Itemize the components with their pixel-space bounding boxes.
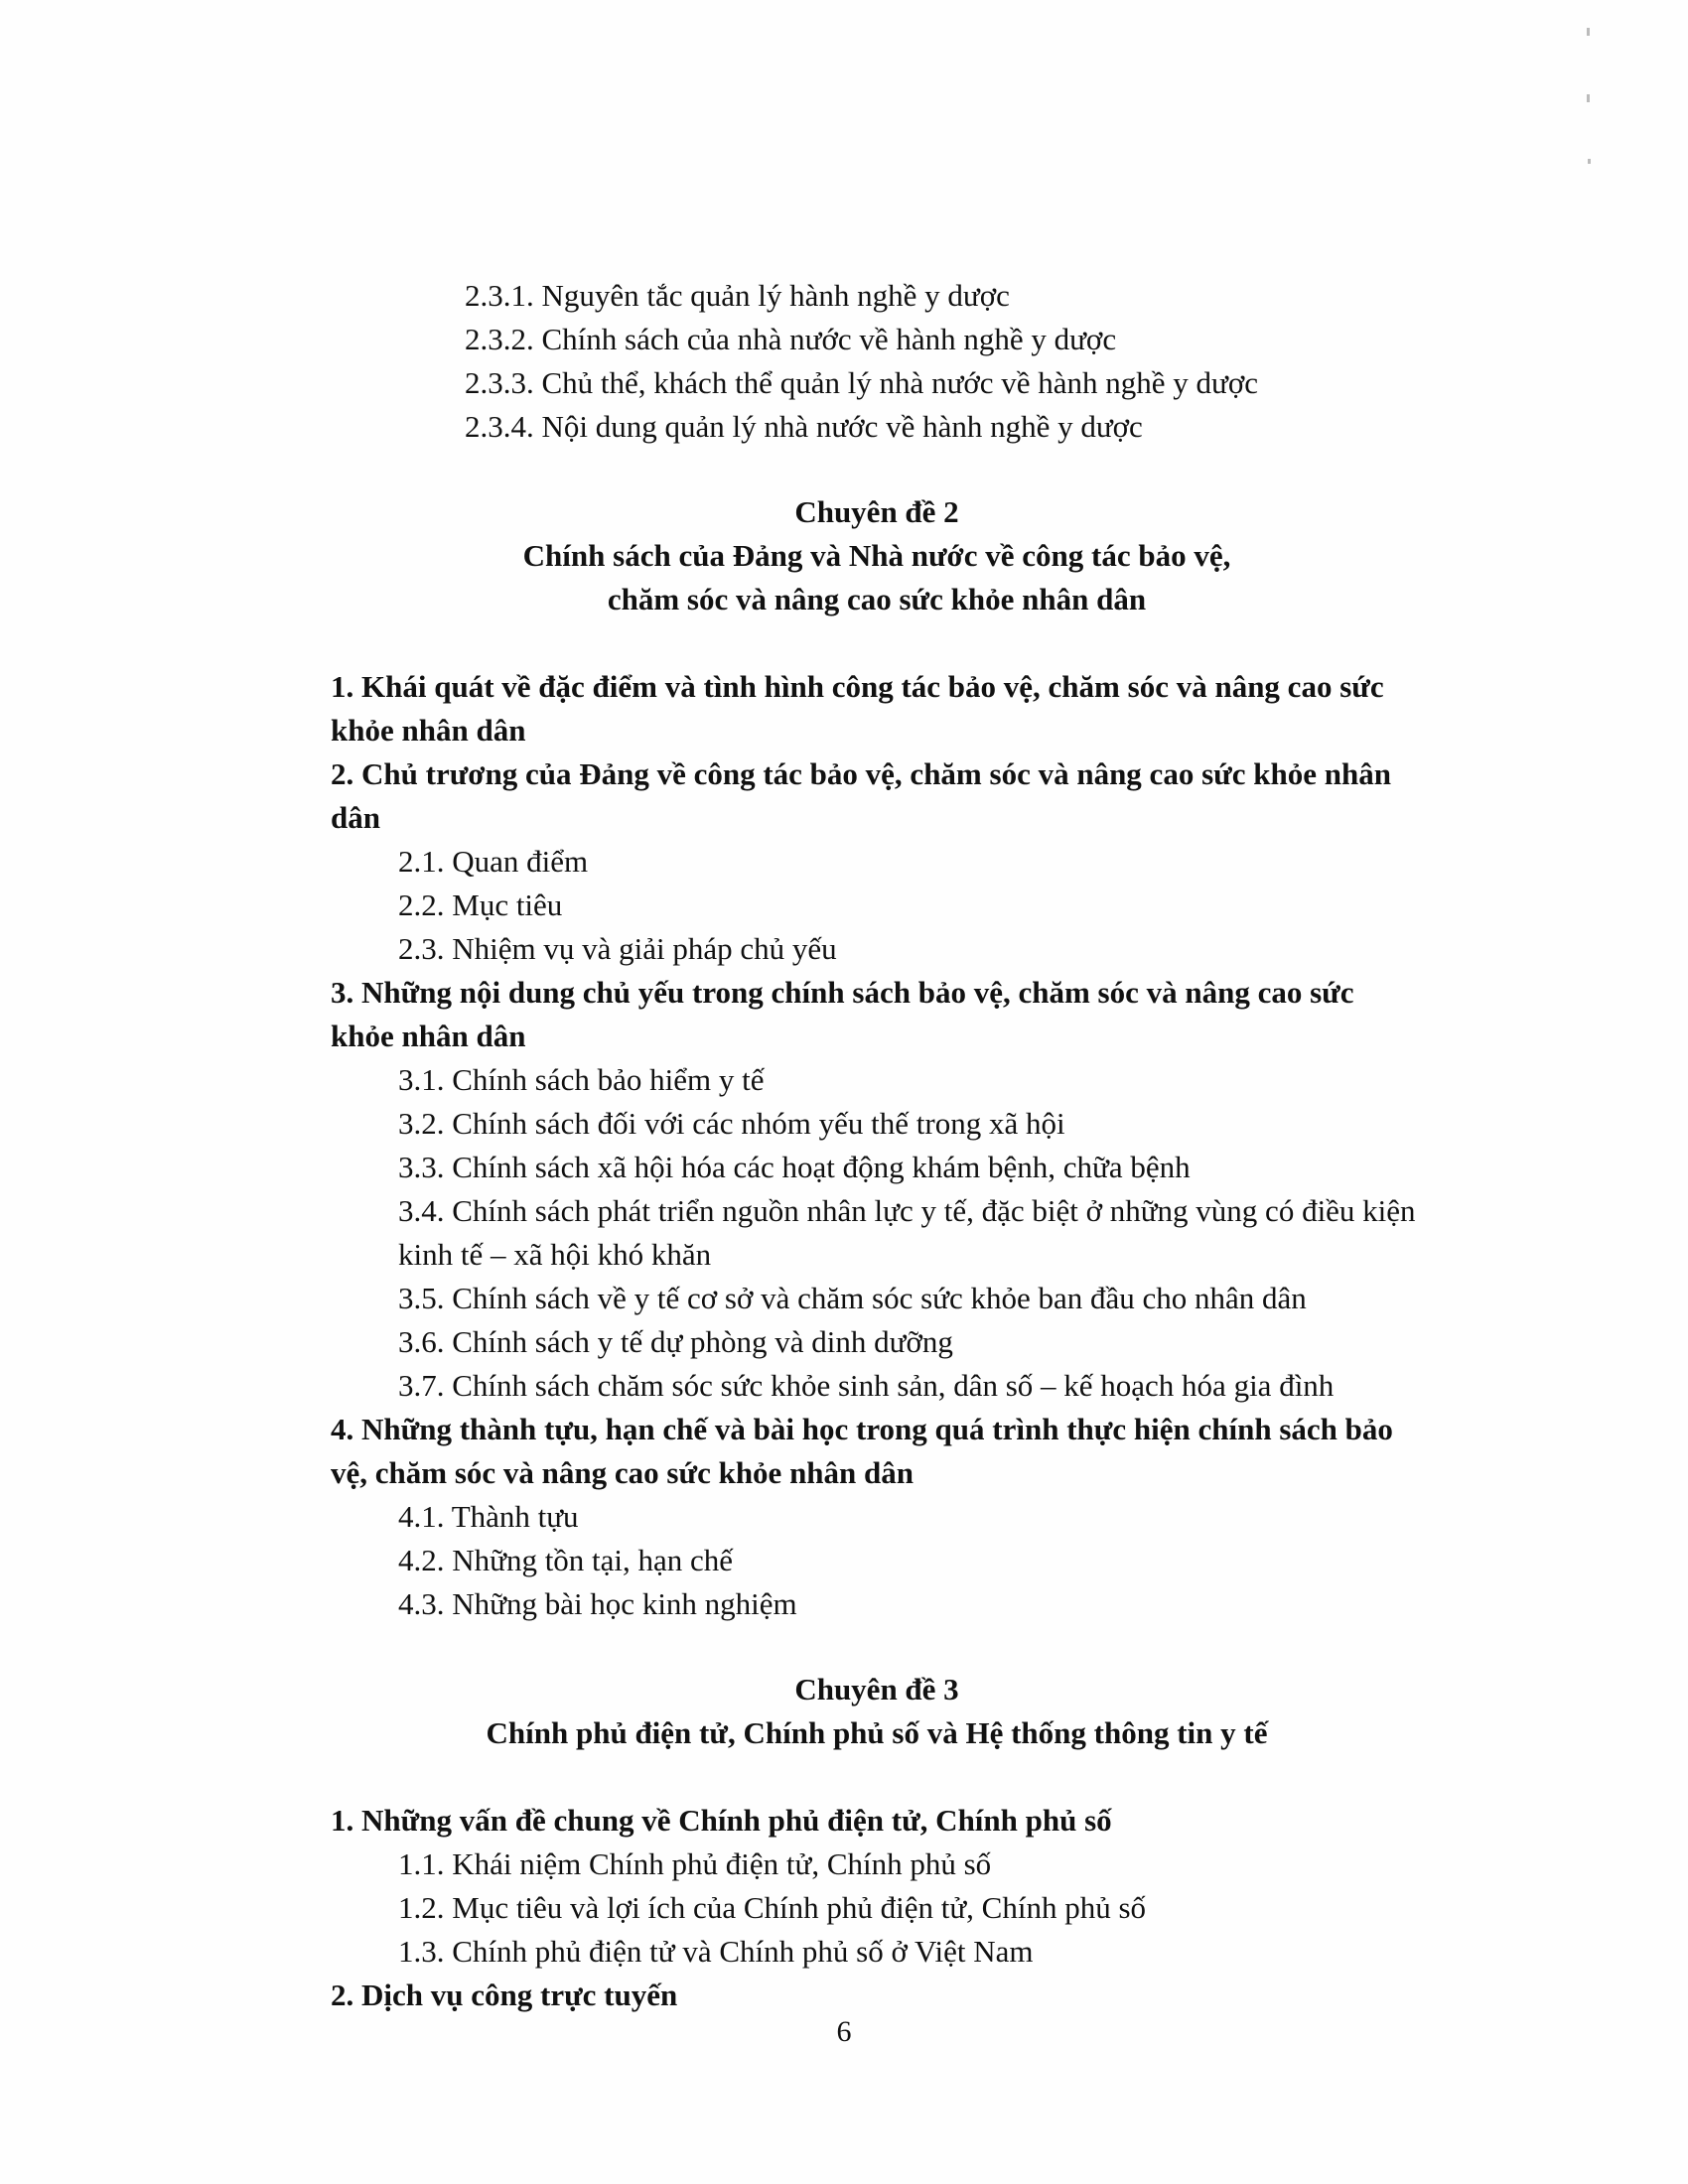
- list-item: 2.3.1. Nguyên tắc quản lý hành nghề y dược: [465, 278, 1010, 313]
- topic-3-section-1: 1. Những vấn đề chung về Chính phủ điện tử, Chính phủ số: [331, 1803, 1112, 1838]
- page-number: 6: [836, 2015, 852, 2048]
- list-item: 1.2. Mục tiêu và lợi ích của Chính phủ điện tử, Chính phủ số: [398, 1890, 1147, 1925]
- topic-3-section-2: 2. Dịch vụ công trực tuyến: [331, 1978, 678, 2012]
- list-item: 1.1. Khái niệm Chính phủ điện tử, Chính phủ số: [398, 1846, 992, 1881]
- list-item: 2.3.4. Nội dung quản lý nhà nước về hành nghề y dược: [465, 409, 1143, 444]
- topic-2-heading: Chuyên đề 2: [794, 494, 959, 529]
- document-content: [331, 274, 1423, 2017]
- topic-2-section-4: 4. Những thành tựu, hạn chế và bài học trong quá trình thực hiện chính sách bảo vệ, chăm sóc và nâng cao sức khỏe nhân dân: [331, 1412, 1393, 1490]
- list-item: 2.3. Nhiệm vụ và giải pháp chủ yếu: [398, 931, 837, 966]
- list-item: 2.3.3. Chủ thể, khách thể quản lý nhà nước về hành nghề y dược: [465, 365, 1259, 400]
- list-item: 3.4. Chính sách phát triển nguồn nhân lực y tế, đặc biệt ở những vùng có điều kiện kinh tế – xã hội khó khăn: [398, 1193, 1416, 1272]
- topic-2-section-2: 2. Chủ trương của Đảng về công tác bảo vệ, chăm sóc và nâng cao sức khỏe nhân dân: [331, 756, 1391, 835]
- topic-3-title: Chính phủ điện tử, Chính phủ số và Hệ thống thông tin y tế: [486, 1715, 1268, 1750]
- topic-2-section-3: 3. Những nội dung chủ yếu trong chính sách bảo vệ, chăm sóc và nâng cao sức khỏe nhân dân: [331, 975, 1354, 1053]
- section-2-3-list: [331, 274, 1423, 449]
- list-item: 4.2. Những tồn tại, hạn chế: [398, 1543, 734, 1577]
- list-item: 3.2. Chính sách đối với các nhóm yếu thế trong xã hội: [398, 1106, 1065, 1141]
- list-item: 3.1. Chính sách bảo hiểm y tế: [398, 1062, 765, 1097]
- scan-mark: [1588, 159, 1591, 164]
- topic-3-heading: Chuyên đề 3: [794, 1672, 959, 1706]
- list-item: 3.7. Chính sách chăm sóc sức khỏe sinh sản, dân số – kế hoạch hóa gia đình: [398, 1368, 1335, 1403]
- list-item: 1.3. Chính phủ điện tử và Chính phủ số ở Việt Nam: [398, 1934, 1034, 1969]
- list-item: 2.3.2. Chính sách của nhà nước về hành nghề y dược: [465, 322, 1117, 356]
- list-item: 3.6. Chính sách y tế dự phòng và dinh dưỡng: [398, 1324, 953, 1359]
- topic-2-title-line-1: Chính sách của Đảng và Nhà nước về công tác bảo vệ,: [522, 538, 1231, 573]
- list-item: 2.1. Quan điểm: [398, 844, 589, 879]
- list-item: 4.1. Thành tựu: [398, 1499, 579, 1534]
- list-item: 3.5. Chính sách về y tế cơ sở và chăm sóc sức khỏe ban đầu cho nhân dân: [398, 1281, 1307, 1315]
- topic-2-section-1: 1. Khái quát về đặc điểm và tình hình công tác bảo vệ, chăm sóc và nâng cao sức khỏe nhân dân: [331, 669, 1384, 748]
- scan-mark: [1587, 28, 1590, 36]
- scan-mark: [1587, 94, 1590, 102]
- list-item: 4.3. Những bài học kinh nghiệm: [398, 1586, 797, 1621]
- list-item: 2.2. Mục tiêu: [398, 887, 563, 922]
- topic-2-title-line-2: chăm sóc và nâng cao sức khỏe nhân dân: [607, 582, 1147, 616]
- list-item: 3.3. Chính sách xã hội hóa các hoạt động khám bệnh, chữa bệnh: [398, 1150, 1191, 1184]
